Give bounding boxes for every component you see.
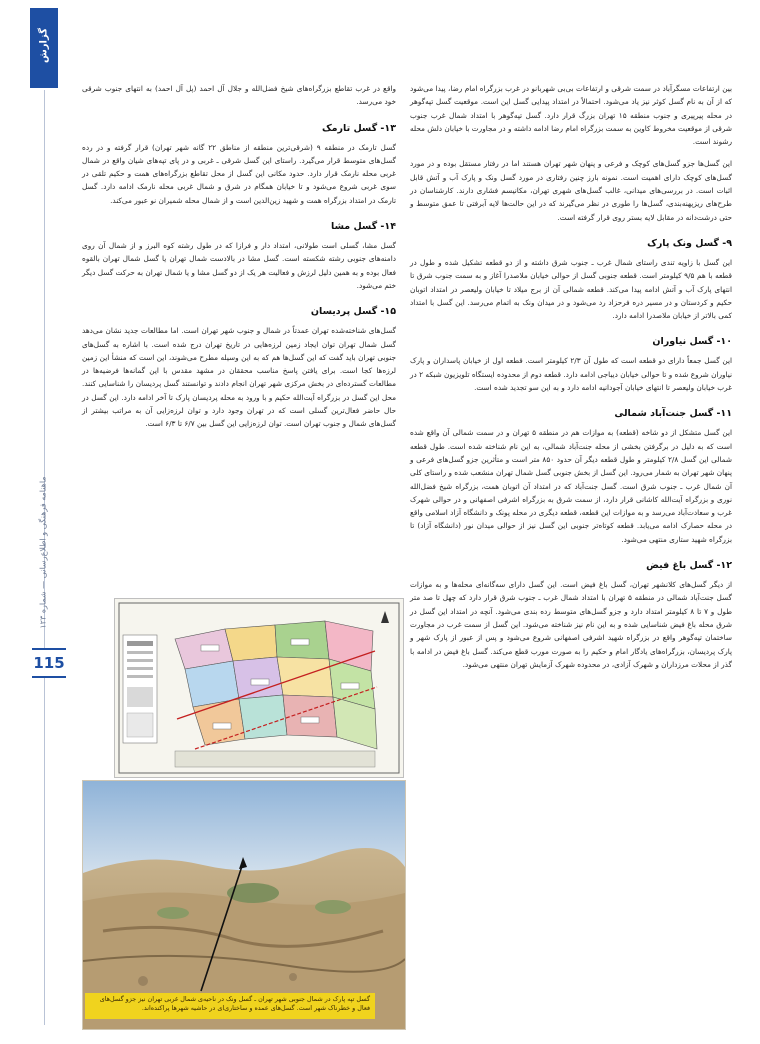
fault-map-figure: [114, 598, 404, 778]
photo-graphic: [83, 781, 405, 1029]
section-heading: ۱۵- گسل پردیسان: [310, 306, 396, 318]
magazine-issue-caption: ماهنامه فرهنگی و اطلاع‌رسانی — شماره ۱۲۳: [38, 476, 48, 629]
body-paragraph: این گسل با زاویه تندی راستای شمال غرب ـ جنوب شرق داشته و از دو قطعه تشکیل شده و طول در قطعه با هم ۹/۵ کیلومتر است. قطعه جنوبی گسل از حوالی خیابان ملاصدرا آغاز و به سمت جنوب شرق تا انتهای پارک آب و آتش ادامه پیدا می‌کند. قطعه شمالی آن از برج میلاد تا خیابان ولیعصر در امتداد اتوبان حکیم و کردستان و در مسیر دره فرحزاد رد می‌شود و در میدان ونک به اتمام می‌رسد. این گسل با امتداد کمی بالاتر از خیابان ملاصدرا ادامه دارد.: [410, 257, 733, 321]
fault-site-photo: [82, 780, 406, 1030]
body-paragraph: گسل‌های شناخته‌شده تهران عمدتاً در شمال و جنوب شهر تهران است. اما مطالعات جدید نشان می‌دهد گسل شمال تهران توان ایجاد زمین لرزه‌هایی در تاریخ تهران درج شده است. با اشاره به گسل‌های جنوبی تهران باید گفت که این گسل‌ها هم که به این وسیله مطرح می‌شوند، این است که منشأ این زمین لرزه‌ها کجا است. برای یافتن پاسخ مناسب محققان در مشهد مقدس با این گمانه‌ها فرضیه‌ها در مطالعات گسترده‌ای در بخش مرکزی شهر تهران انجام دادند و توانستند گسل پردیسان را شناسایی کنند. محل این گسل در بزرگراه آیت‌الله حکیم و با ورود به محله پردیسان پارک تا آخر ادامه دارد. این گسل در حال حاضر فعال‌ترین گسلی است که در تهران وجود دارد و توان لرزه‌زایی آن به مراتب بیشتر از گسل‌های شمال و جنوب تهران است. توان لرزه‌زایی این گسل بین ۶/۷ تا ۶/۳ است.: [82, 326, 396, 429]
body-paragraph: واقع در غرب تقاطع بزرگراه‌های شیخ فضل‌الله و جلال آل احمد (پل آل احمد) به انتهای جنوب شرقی خود می‌رسد.: [82, 84, 396, 107]
photo-caption: گسل تپه پارک در شمال جنوبی شهر تهران ـ گسل ونک در ناحیه‌ی شمال غربی تهران نیز جزو گسل‌های فعال و خطرناک شهر است. گسل‌های عمده و ساختاری‌ای در حاشیه شهرها پراکنده‌اند.: [85, 993, 375, 1019]
section-heading: ۱۲- گسل باغ فیض: [646, 560, 732, 572]
page-number: 115: [32, 648, 66, 678]
body-paragraph: گسل مشا، گسلی است طولانی، امتداد دار و فرازا که در طول رشته کوه البرز و از شمال آن روی دامنه‌های جنوبی رشته شکسته است. گسل مشا در بالادست شمال تهران یا گسل شمال تهران بالقوه فعال بوده و به همین دلیل لرزش و فعالیت هر یک از دو گسل مشا و یا شمال تهران به حرکت گسل دیگر ختم می‌شود.: [82, 241, 396, 290]
section-heading: ۹- گسل ونک پارک: [647, 237, 732, 249]
body-paragraph: این گسل جمعاً دارای دو قطعه است که طول آن ۲/۳ کیلومتر است. قطعه اول از خیابان پاسداران و پارک نیاوران شروع شده و تا حوالی خیابان دیباجی ادامه دارد. قطعه دوم از محدوده ایستگاه تلویزیون شبکه ۲ در غرب خیابان ولیعصر تا انتهای خیابان آجودانیه ادامه دارد و به این سو تجدید شده است.: [410, 356, 733, 393]
left-text-column: [82, 82, 396, 440]
section-tab: [30, 8, 58, 88]
body-paragraph: این گسل متشکل از دو شاخه (قطعه) به موازات هم در منطقه ۵ تهران و در سمت شمالی آن واقع شده است که به دلیل در برگرفتن بخشی از محله جنت‌آباد شمالی، به این نام شناخته شده است. طول قطعه شمالی این گسل ۲/۸ کیلومتر و طول قطعه دیگر آن حدود ۸۵۰ متر است و متأثرین جزو گسل‌های فرعی و پنهان شهر تهران به شمار می‌رود. این گسل از بخش جنوبی گسل شمال تهران منشعب شده و راستای کلی آن شمال غرب ـ جنوب شرق است. گسل جنت‌آباد که در امتداد آن اتوبان همت، بزرگراه شیخ فضل‌الله نوری و بزرگراه آیت‌الله کاشانی قرار دارد، از سمت شرق به بزرگراه اشرفی اصفهانی و در حوالی شهرک غرب و سعادت‌آباد می‌رسد و به موازات این قطعه، قطعه دیگری در محله پونک و دانشگاه آزاد اسلامی واقع در محله حصارک ادامه می‌یابد. قطعه کوتاه‌تر جنوبی این گسل نیز از حوالی میدان نور (دانشگاه آزاد) تا بزرگراه شهید ستاری منتهی می‌شود.: [410, 428, 733, 544]
section-tab-label: گزارش: [38, 27, 50, 64]
body-paragraph: گسل تارمک در منطقه ۹ (شرقی‌ترین منطقه از مناطق ۲۲ گانه شهر تهران) قرار گرفته و در رده گسل‌های متوسط قرار می‌گیرد. راستای این گسل شرقی ـ غربی و در پای تپه‌های شیان واقع در شمال غربی محله نارمک قرار دارد. حدود مکانی این گسل از محل تقاطع بزرگراه‌های همت و حکیم تلقی در سوی غربی شروع می‌شود و تا خیابان همگام در شرق و شمال غربی محله نارمک ادامه دارد. گسل تارمک در امتداد بزرگراه همت و شهید زین‌الدین است و از شمال محله شمیران نو عبور می‌کند.: [82, 142, 396, 205]
section-heading: ۱۴- گسل مشا: [331, 221, 396, 233]
section-heading: ۱۱- گسل جنت‌آباد شمالی: [614, 408, 732, 420]
body-paragraph: این گسل‌ها جزو گسل‌های کوچک و فرعی و پنهان شهر تهران هستند اما در رفتار مستقل بوده و در مورد گسل‌های کوچک دارای اهمیت است. نمونه بارز چنین رفتاری در مورد گسل ونک و پارک آب و آتش قابل اثبات است. در بررسی‌های میدانی، غالب گسل‌های شهری تهران، مکانیسم فشاری دارند. کارشناسان در طرح‌های ریزپهنه‌بندی، گسل‌ها را طوری در نظر می‌گیرند که در این حالت‌ها لایه آبرفتی تا عمق متوسط و حتی درشت‌دانه در مقابل لایه بستر روی قرار گرفته است.: [410, 159, 732, 222]
section-heading: ۱۳- گسل تارمک: [321, 122, 396, 134]
section-heading: ۱۰- گسل نیاوران: [652, 336, 732, 348]
map-graphic: [115, 599, 403, 777]
body-paragraph: بین ارتفاعات مسگرآباد در سمت شرقی و ارتفاعات بی‌بی شهربانو در غرب بزرگراه امام رضا، پیدا می‌شود که از آن به نام گسل کوثر نیز یاد می‌شود. احتمالاً در امتداد پیدایی گسل این است. موقعیت گسل تپه‌گوهر در محله پیرپیری و جنوب منطقه ۱۵ تهران بزرگ قرار دارد. گسل تپه‌گوهر با امتداد شمال غرب جنوب شرقی از موقعیت مخروط کاوین به سمت بزرگراه امام رضا ادامه داشته و در مجاورت با خیابان دلش محله رشوند است.: [410, 84, 732, 147]
right-text-column: [410, 82, 732, 680]
body-paragraph: از دیگر گسل‌های کلانشهر تهران، گسل باغ فیض است. این گسل دارای سه‌گانه‌ای محله‌ها و به موازات گسل جنت‌آباد شمالی در منطقه ۵ تهران با امتداد شمال غرب ـ جنوب شرق قرار دارد که چهل تا صد متر طول و ۷ تا ۸ کیلومتر امتداد دارد و جزو گسل‌های متوسط رده بندی می‌شود. آنچه در امتداد این گسل در شرق محله باغ فیض شناسایی شده و به این نام نیز شناخته می‌شود. این گسل از سمت غرب در مجاورت ساختمان تپه‌گوهر واقع در بزرگراه شهید اشرفی اصفهانی شروع می‌شود و پس از عبور از پارک شهر و پارک پردیسان، بزرگراه‌های یادگار امام و حکیم را به صورت مورب قطع می‌کند. گسل باغ فیض در ادامه با گذر از محلات مرزداران و شهرک آزادی، در محدوده شهرک آزمایش تهران منتهی می‌شود.: [410, 580, 733, 669]
